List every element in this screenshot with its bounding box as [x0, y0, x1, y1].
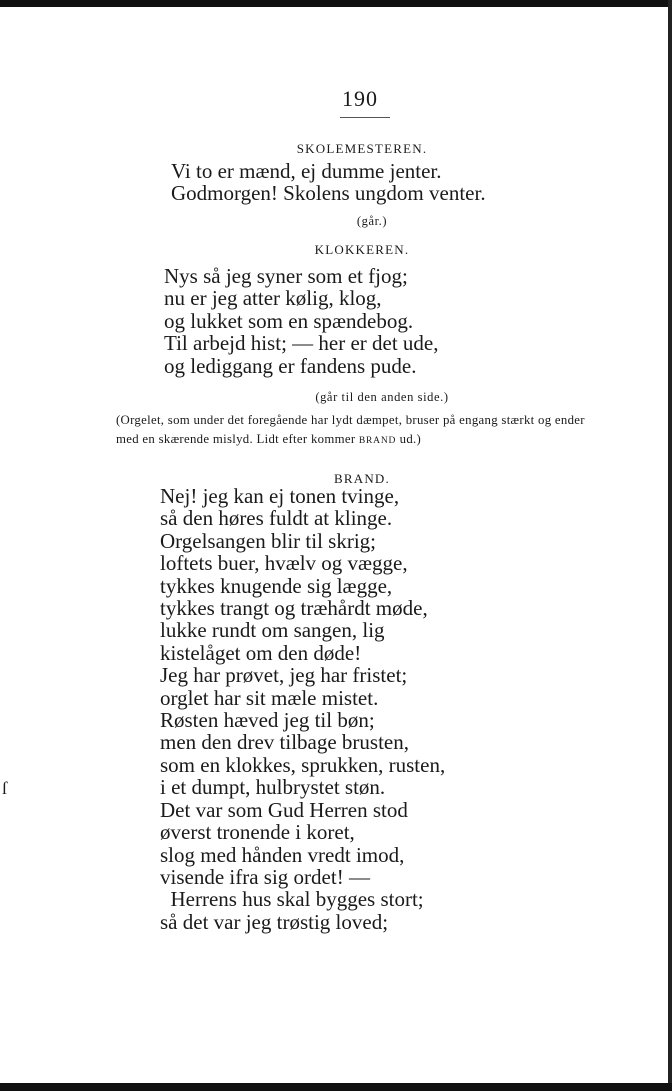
- speaker-brand: BRAND.: [334, 471, 390, 486]
- verse-line: Jeg har prøvet, jeg har fristet;: [160, 663, 408, 688]
- verse-line: loftets buer, hvælv og vægge,: [160, 551, 408, 576]
- verse-line: lukke rundt om sangen, lig: [160, 618, 385, 643]
- verse-line: men den drev tilbage brusten,: [160, 730, 410, 755]
- speaker-skolemesteren: SKOLEMESTEREN.: [296, 141, 428, 156]
- direction-character-name: BRAND: [358, 435, 397, 446]
- stage-direction-orgelet: [116, 411, 606, 450]
- verse-brand: [160, 485, 445, 933]
- page-number: 190: [342, 86, 378, 111]
- verse-line: Det var som Gud Herren stod: [160, 797, 408, 822]
- verse-line: tykkes knugende sig lægge,: [160, 573, 393, 598]
- verse-line: visende ifra sig ordet! —: [160, 864, 370, 889]
- verse-line: Vi to er mænd, ej dumme jenter.: [171, 159, 442, 183]
- scan-right-edge: [668, 0, 672, 1091]
- margin-mark: ſ: [2, 778, 8, 798]
- verse-line: som en klokkes, sprukken, rusten,: [160, 752, 446, 777]
- verse-line: i et dumpt, hulbrystet støn.: [160, 775, 386, 800]
- verse-line: orglet har sit mæle mistet.: [160, 685, 379, 710]
- stage-direction-anden-side: (går til den anden side.): [315, 390, 449, 404]
- verse-line: Orgelsangen blir til skrig;: [160, 528, 376, 553]
- stage-direction-gaar: (går.): [356, 214, 388, 228]
- verse-line: tykkes trangt og træhårdt møde,: [160, 596, 428, 621]
- direction-text-end: ud.): [396, 431, 422, 446]
- verse-line: Til arbejd hist; — her er det ude,: [164, 331, 439, 356]
- verse-line: så den høres fuldt at klinge.: [160, 506, 393, 531]
- scan-top-edge: [0, 0, 672, 7]
- verse-skolemesteren: [171, 160, 486, 205]
- verse-klokkeren: [164, 265, 439, 377]
- verse-line: Godmorgen! Skolens ungdom venter.: [171, 181, 486, 206]
- verse-line: Nys så jeg syner som et fjog;: [164, 264, 408, 288]
- verse-line: og lediggang er fandens pude.: [164, 353, 417, 378]
- verse-line: øverst tronende i koret,: [160, 820, 355, 845]
- verse-line: kistelåget om den døde!: [160, 640, 362, 665]
- verse-line: nu er jeg atter kølig, klog,: [164, 286, 382, 311]
- page-number-rule: [340, 117, 390, 118]
- scan-bottom-edge: [0, 1083, 672, 1091]
- verse-line: Røsten hæved jeg til bøn;: [160, 708, 375, 733]
- verse-line: slog med hånden vredt imod,: [160, 842, 405, 867]
- speaker-klokkeren: KLOKKEREN.: [314, 242, 410, 257]
- verse-line: Nej! jeg kan ej tonen tvinge,: [160, 484, 400, 508]
- verse-line: og lukket som en spændebog.: [164, 308, 414, 333]
- verse-line: så det var jeg trøstig loved;: [160, 909, 389, 934]
- direction-text: (Orgelet, som under det foregående har lydt dæmpet, bruser på engang stærkt og ender med en skærende mislyd. Lidt efter kommer: [116, 413, 585, 446]
- verse-line: Herrens hus skal bygges stort;: [160, 887, 424, 912]
